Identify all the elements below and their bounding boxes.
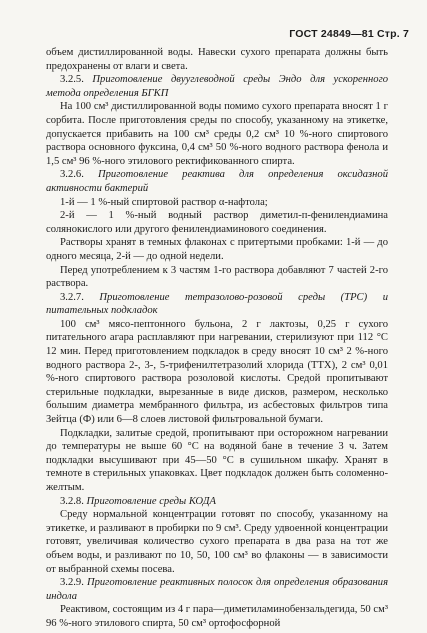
section-number: 3.2.9.	[60, 577, 84, 589]
section-title: Приготовление реактивных полосок для определения образования индола	[46, 577, 389, 602]
paragraph: 1-й — 1 %-ный спиртовой раствор α-нафтола;	[60, 196, 268, 208]
paragraph: объем дистиллированной воды. Навески сухого препарата должны быть предохранены от влаги и света.	[46, 47, 388, 72]
paragraph: Реактивом, состоящим из 4 г пара—диметиламинобензальдегида, 50 см³ 96 %-ного этилового спирта, 50 см³ ортофосфорной	[46, 604, 388, 629]
section-number: 3.2.8.	[60, 495, 84, 507]
section-title: Приготовление тетразолово-розовой среды (ТРС) и питательных подкладок	[46, 291, 388, 317]
paragraph: На 100 см³ дистиллированной воды помимо сухого препарата вносят 1 г сорбита. После приготовления среды по способу, указанному на этикетке, допускается прибавить на 100 см³ среды 0,2 см³ 10 %-ного спиртового раствора основного фуксина, 0,4 см³ 50 %-ного водного раствора фенола и 1,5 см³ 96 %-ного этилового ректификованного спирта.	[46, 101, 388, 167]
section-heading	[46, 495, 388, 509]
section-heading	[46, 576, 388, 603]
section-heading	[46, 168, 388, 195]
document-body	[46, 46, 388, 631]
section-number: 3.2.5.	[60, 74, 84, 86]
section-number: 3.2.7.	[60, 291, 84, 303]
paragraph: Перед употреблением к 3 частям 1-го раствора добавляют 7 частей 2-го раствора.	[46, 264, 388, 290]
paragraph: 2-й — 1 %-ный водный раствор диметил-п-фенилендиамина солянокислого или другого фенилендиаминового соединения.	[46, 210, 388, 235]
paragraph: 100 см³ мясо-пептонного бульона, 2 г лактозы, 0,25 г сухого питательного агара расплавляют при нагревании, стерилизуют при 112 °С 12 мин. Перед приготовлением подкладок в среду вносят 10 см³ 2 %-ного водного раствора 2-, 3-, 5-трифенилтетразолий хлорида (ТТХ), 2 см³ 0,01 %-ного спиртового раствора розоловой кислоты. Средой пропитывают стерильные подкладки, вырезанные в виде дисков, размером, несколько большим диаметра мембранного фильтра, из асбестовых фильтров типа Зейтца (Ф) или 6—8 слоев листовой фильтровальной бумаги.	[46, 318, 388, 426]
section-number: 3.2.6.	[60, 169, 84, 181]
section-heading	[46, 73, 388, 100]
paragraph: Растворы хранят в темных флаконах с притертыми пробками: 1-й — до одного месяца, 2-й — до одной недели.	[46, 237, 388, 262]
page-header: ГОСТ 24849—81 Стр. 7	[289, 28, 409, 40]
section-title: Приготовление реактива для определения оксидазной активности бактерий	[46, 169, 388, 194]
section-heading	[46, 291, 388, 318]
section-title: Приготовление двууглеводной среды Эндо для ускоренного метода определения БГКП	[46, 74, 389, 99]
section-title: Приготовление среды КОДА	[86, 495, 216, 507]
paragraph: Подкладки, залитые средой, пропитывают при осторожном нагревании до температуры не выше 60 °С на водяной бане в течение 3 ч. Затем подкладки высушивают при 45—50 °С в сушильном шкафу. Хранят в темноте в стерильных упаковках. Цвет подкладок должен быть соломенно-желтым.	[46, 427, 388, 493]
paragraph: Среду нормальной концентрации готовят по способу, указанному на этикетке, и разливают в пробирки по 9 см³. Среду удвоенной концентрации готовят, увеличивая количество сухого препарата в два раза на тот же объем воды, и разливают по 10, 50, 100 см³ во флаконы — в зависимости от выбранной схемы посева.	[46, 509, 388, 575]
